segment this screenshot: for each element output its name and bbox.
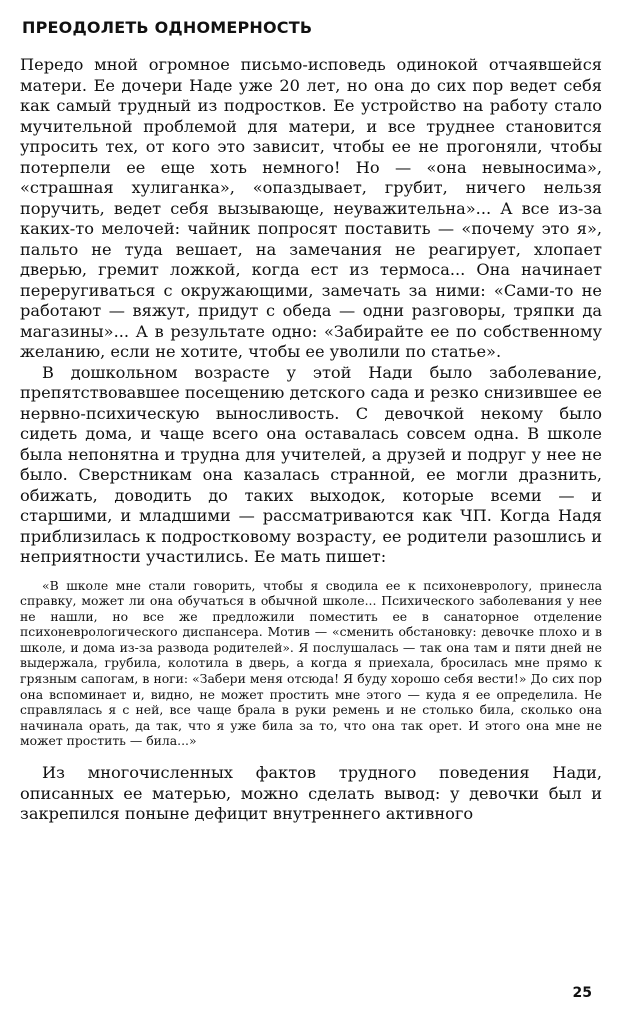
page-content bbox=[20, 18, 602, 825]
section-heading: ПРЕОДОЛЕТЬ ОДНОМЕРНОСТЬ bbox=[22, 18, 313, 37]
closing-paragraph: Из многочисленных фактов трудного поведения Нади, описанных ее матерью, можно сделать вывод: у девочки был и закрепился поныне дефицит внутреннего активного bbox=[20, 763, 602, 824]
paragraph-1: Передо мной огромное письмо-исповедь одинокой отчаявшейся матери. Ее дочери Наде уже 20 лет, но она до сих пор ведет себя как самый трудный из подростков. Ее устройство на работу стало мучительной проблемой для матери, и все труднее становится упросить тех, от кого это зависит, чтобы ее не прогоняли, чтобы потерпели ее еще хоть немного! Но — «она невыносима», «страшная хулиганка», «опаздывает, грубит, ничего нельзя поручить, ведет себя вызывающе, неуважительна»... А все из-за каких-то мелочей: чайник попросят поставить — «почему это я», пальто не туда вешает, на замечания не реагирует, хлопает дверью, гремит ложкой, когда ест из термоса... Она начинает переругиваться с окружающими, замечать за ними: «Сами-то не работают — вяжут, придут с обеда — одни разговоры, тряпки да магазины»... А в результате одно: «Забирайте ее по собственному желанию, если не хотите, чтобы ее уволили по статье». bbox=[20, 55, 602, 361]
paragraph-2: В дошкольном возрасте у этой Нади было заболевание, препятствовавшее посещению детского сада и резко снизившее ее нервно-психическую выносливость. С девочкой некому было сидеть дома, и чаще всего она оставалась совсем одна. В школе была непонятна и трудна для учителей, а друзей и подруг у нее не было. Сверстникам она казалась странной, ее могли дразнить, обижать, доводить до таких выходок, которые всеми — и старшими, и младшими — рассматриваются как ЧП. Когда Надя приблизилась к подростковому возрасту, ее родители разошлись и неприятности участились. Ее мать пишет: bbox=[20, 362, 602, 566]
page-number: 25 bbox=[572, 985, 592, 1001]
letter-quote: «В школе мне стали говорить, чтобы я сводила ее к психоневрологу, принесла справку, может ли она обучаться в обычной школе... Психического заболевания у нее не нашли, но все же предложили поместить ее в санаторное отделение психоневрологического диспансера. Мотив — «сменить обстановку: девочке плохо и в школе, и дома из-за развода родителей». Я послушалась — так она там и пяти дней не выдержала, грубила, колотила в дверь, а когда я приехала, бросилась мне прямо к грязным сапогам, в ноги: «Забери меня отсюда! Я буду хорошо себя вести!» До сих пор она вспоминает и, видно, не может простить мне этого — куда я ее определила. Не справлялась я с ней, все чаще брала в руки ремень и не столько била, сколько она начинала орать, да так, что я уже била за то, что она так орет. И этого она мне не может простить — била...» bbox=[20, 577, 602, 749]
